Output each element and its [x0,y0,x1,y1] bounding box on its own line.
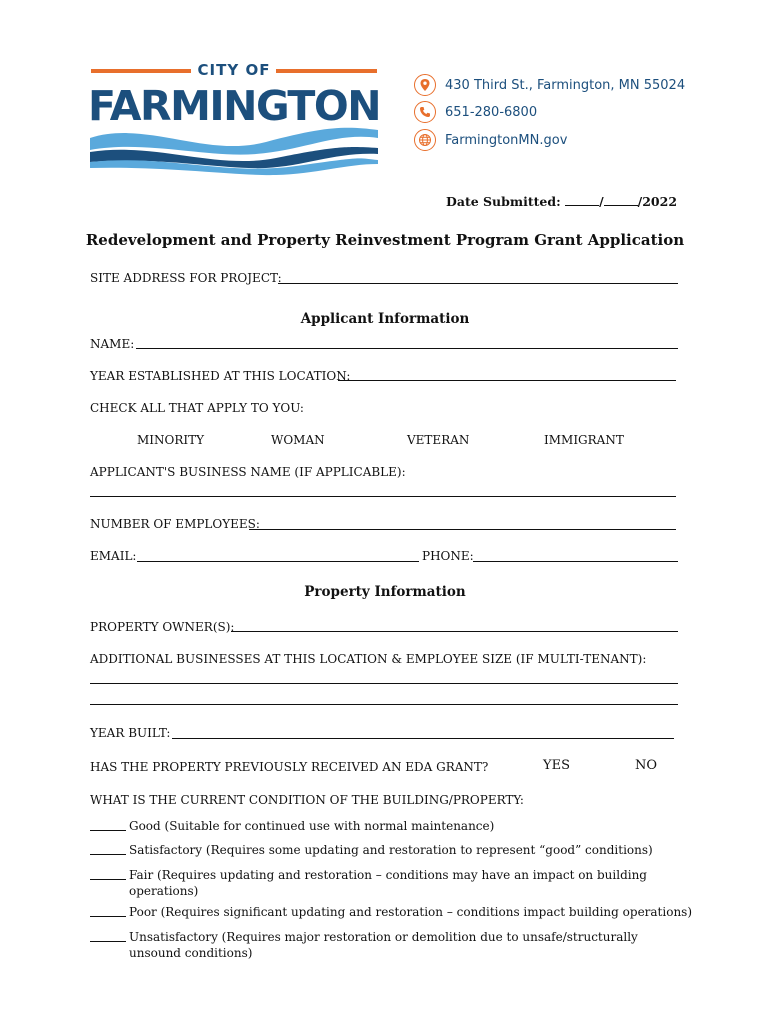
condition-unsatisfactory-field[interactable] [90,941,126,942]
applicant-info-heading: Applicant Information [300,311,470,327]
phone-label: PHONE: [422,549,474,563]
option-minority[interactable]: MINORITY [137,433,205,447]
site-address-field[interactable] [278,283,678,284]
option-immigrant[interactable]: IMMIGRANT [544,433,624,447]
year-established-label: YEAR ESTABLISHED AT THIS LOCATION: [90,369,351,383]
business-name-field[interactable] [90,496,676,497]
globe-icon [414,129,436,151]
check-all-label: CHECK ALL THAT APPLY TO YOU: [90,401,304,415]
property-info-heading: Property Information [304,584,466,600]
condition-satisfactory-field[interactable] [90,854,126,855]
condition-satisfactory: Satisfactory (Requires some updating and restoration to represent “good” conditions) [129,843,653,857]
logo-farmington: FARMINGTON [87,82,381,130]
condition-good: Good (Suitable for continued use with normal maintenance) [129,819,495,833]
employees-field[interactable] [249,529,676,530]
contact-phone-row [414,100,537,124]
form-title: Redevelopment and Property Reinvestment Program Grant Application [85,231,685,249]
condition-fair-cont: operations) [129,884,199,898]
eda-grant-question: HAS THE PROPERTY PREVIOUSLY RECEIVED AN EDA GRANT? [90,760,489,774]
condition-fair-field[interactable] [90,879,126,880]
additional-businesses-field-1[interactable] [90,683,678,684]
email-label: EMAIL: [90,549,137,563]
phone-field[interactable] [473,561,678,562]
farmington-logo [86,58,382,176]
year-established-field[interactable] [338,380,676,381]
eda-yes-option[interactable]: YES [543,758,570,773]
name-field[interactable] [136,348,678,349]
contact-address-row [414,73,685,97]
additional-businesses-label: ADDITIONAL BUSINESSES AT THIS LOCATION & EMPLOYEE SIZE (IF MULTI-TENANT): [90,652,647,666]
condition-poor: Poor (Requires significant updating and restoration – conditions impact building operations) [129,905,693,919]
option-veteran[interactable]: VETERAN [407,433,470,447]
contact-website-row [414,128,567,152]
email-field[interactable] [137,561,419,562]
logo-city-of: CITY OF [197,61,271,79]
date-submitted-label: Date Submitted: [446,194,561,209]
business-name-label: APPLICANT'S BUSINESS NAME (IF APPLICABLE): [90,465,406,479]
name-label: NAME: [90,337,135,351]
employees-label: NUMBER OF EMPLOYEES: [90,517,260,531]
date-day-field[interactable] [604,192,638,206]
date-year: /2022 [637,194,678,209]
site-address-label: SITE ADDRESS FOR PROJECT: [90,271,282,285]
option-woman[interactable]: WOMAN [271,433,325,447]
phone-icon [414,101,436,123]
eda-no-option[interactable]: NO [635,758,658,773]
condition-unsatisfactory: Unsatisfactory (Requires major restoration or demolition due to unsafe/structurally [129,930,638,944]
year-built-field[interactable] [172,738,674,739]
condition-poor-field[interactable] [90,916,126,917]
contact-phone: 651-280-6800 [445,104,538,120]
additional-businesses-field-2[interactable] [90,704,678,705]
year-built-label: YEAR BUILT: [90,726,171,740]
location-pin-icon [414,74,436,96]
contact-website[interactable]: FarmingtonMN.gov [445,132,568,148]
date-submitted: Date Submitted: / /2022 [446,194,678,209]
condition-unsatisfactory-cont: unsound conditions) [129,946,253,960]
condition-fair: Fair (Requires updating and restoration – conditions may have an impact on building [129,868,647,882]
date-month-field[interactable] [565,192,599,206]
property-owners-field[interactable] [231,631,678,632]
property-owners-label: PROPERTY OWNER(S): [90,620,235,634]
condition-question: WHAT IS THE CURRENT CONDITION OF THE BUILDING/PROPERTY: [90,793,524,807]
condition-good-field[interactable] [90,830,126,831]
contact-address: 430 Third St., Farmington, MN 55024 [445,77,686,93]
